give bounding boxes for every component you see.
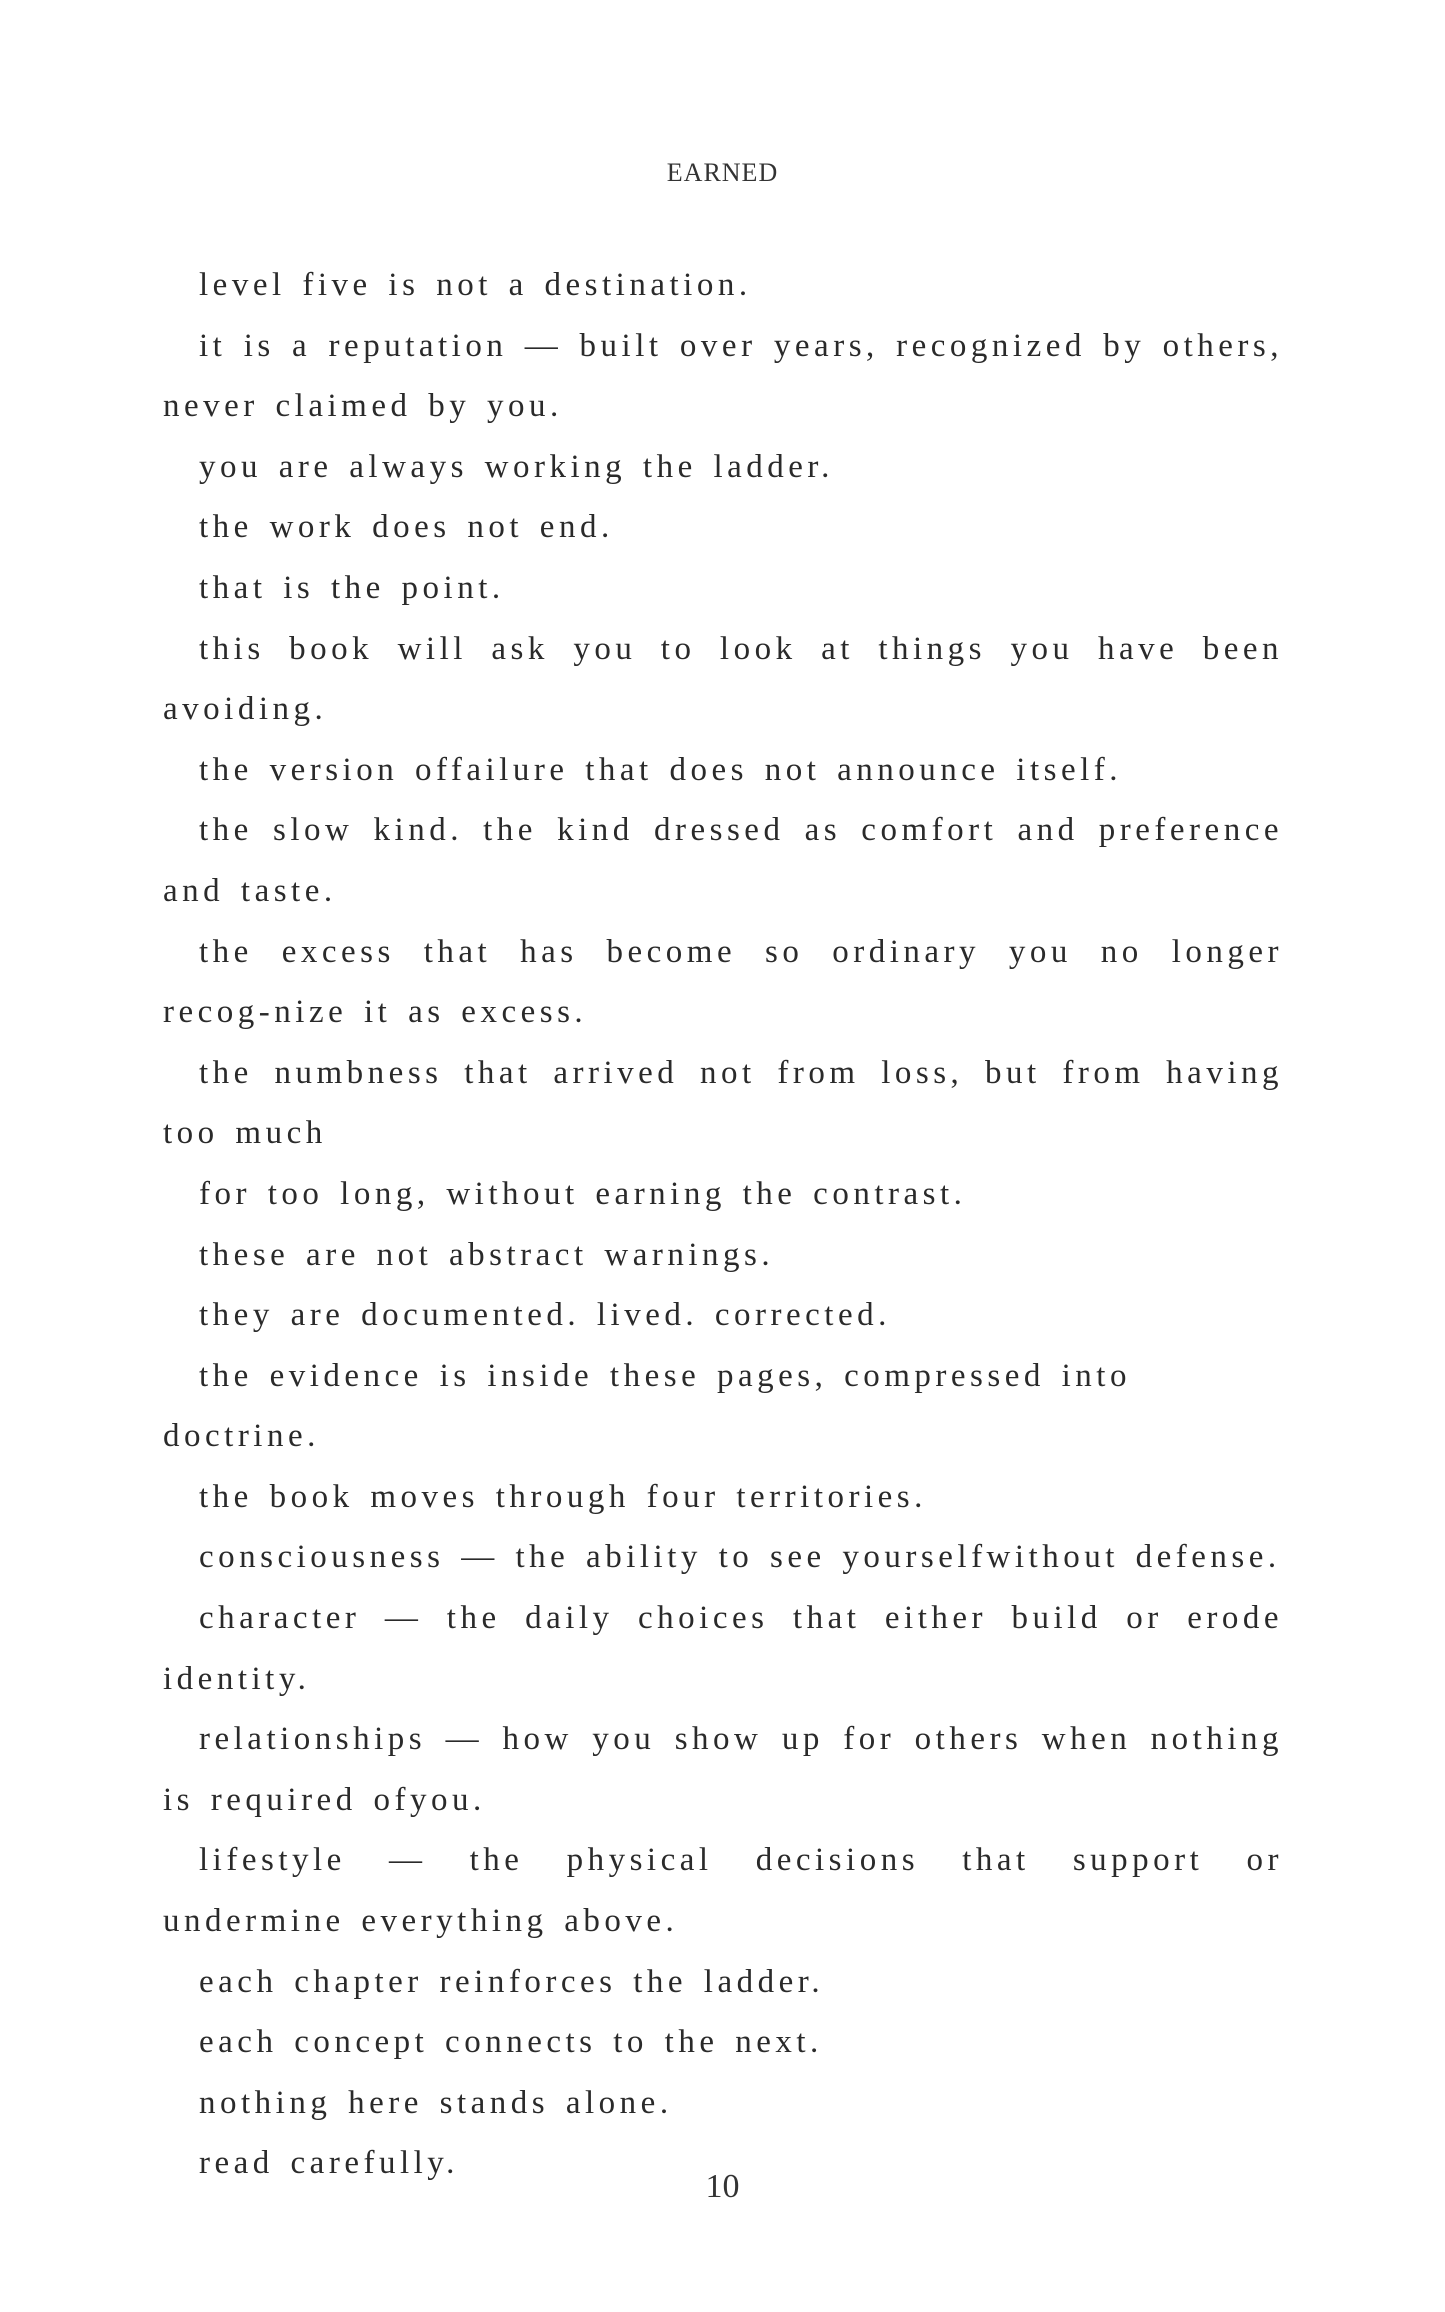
paragraph: level five is not a destination. xyxy=(199,267,752,303)
running-header: EARNED xyxy=(666,158,779,187)
paragraph: the evidence is inside these pages, compressed into doctrine. xyxy=(163,1357,1131,1455)
paragraph: character — the daily choices that either build or erode identity. xyxy=(163,1600,1283,1697)
paragraph: the work does not end. xyxy=(199,509,614,546)
paragraph: nothing here stands alone. xyxy=(199,2084,673,2121)
paragraph: the slow kind. the kind dressed as comfort and preference and taste. xyxy=(163,812,1283,909)
body-text xyxy=(163,255,1283,2194)
paragraph: it is a reputation — built over years, recognized by others, never claimed by you. xyxy=(163,327,1283,425)
paragraph: lifestyle — the physical decisions that support or undermine everything above. xyxy=(163,1842,1283,1940)
paragraph: that is the point. xyxy=(199,569,505,606)
paragraph: they are documented. lived. corrected. xyxy=(199,1297,891,1334)
paragraph: the book moves through four territories. xyxy=(199,1478,927,1515)
paragraph: read carefully. xyxy=(199,2145,459,2182)
paragraph: each chapter reinforces the ladder. xyxy=(199,1963,825,2000)
paragraph: the excess that has become so ordinary you no longer recog-nize it as excess. xyxy=(163,933,1283,1031)
paragraph: for too long, without earning the contrast. xyxy=(199,1175,967,1212)
paragraph: consciousness — the ability to see yourselfwithout defense. xyxy=(199,1539,1281,1576)
paragraph: you are always working the ladder. xyxy=(199,448,834,485)
paragraph: this book will ask you to look at things you have been avoiding. xyxy=(163,630,1283,728)
paragraph: the numbness that arrived not from loss, but from having too much xyxy=(163,1054,1283,1152)
paragraph: the version offailure that does not announce itself. xyxy=(199,751,1123,788)
paragraph: each concept connects to the next. xyxy=(199,2024,823,2061)
paragraph: relationships — how you show up for others when nothing is required ofyou. xyxy=(163,1721,1283,1818)
page-number: 10 xyxy=(705,2168,740,2205)
paragraph: these are not abstract warnings. xyxy=(199,1236,775,1273)
